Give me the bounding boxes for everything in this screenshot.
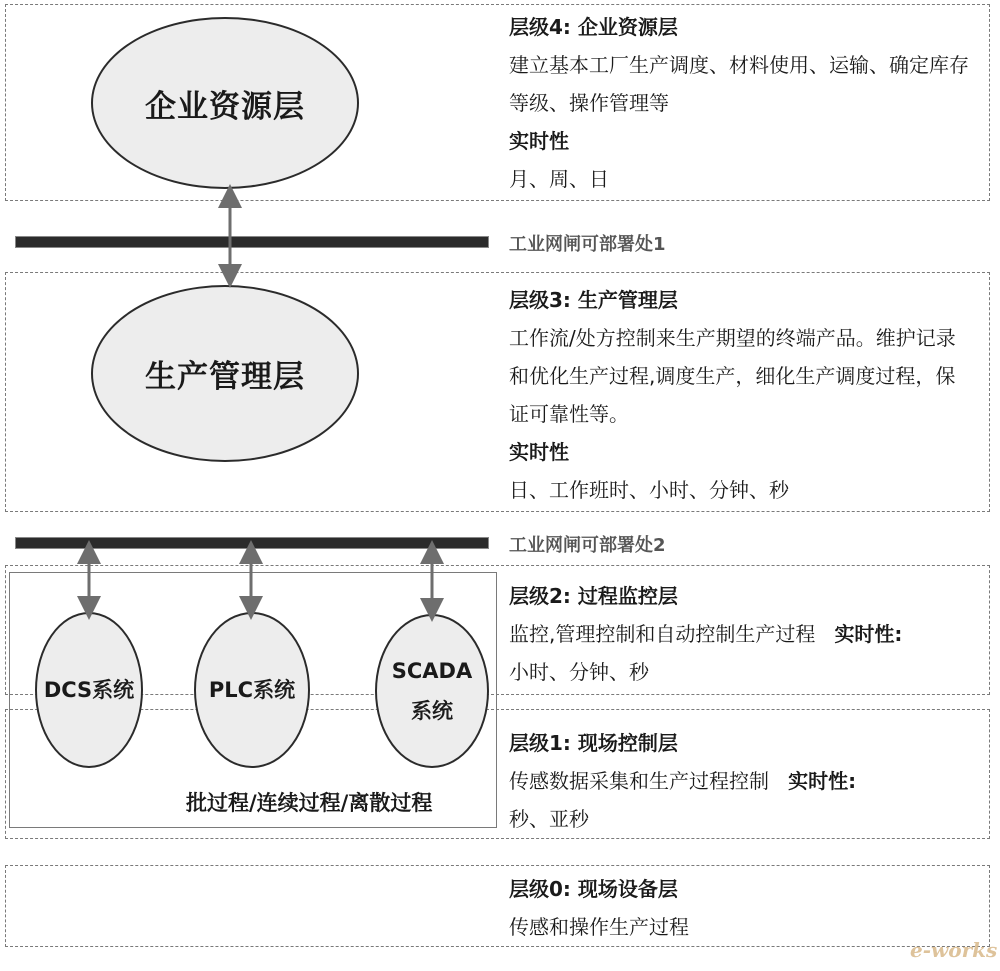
layer2-heading: 层级2: 过程监控层 xyxy=(509,584,678,608)
production-management-ellipse: 生产管理层 xyxy=(91,285,359,462)
layer2-realtime-label: 实时性: xyxy=(834,622,903,646)
layer3-realtime-value: 日、工作班时、小时、分钟、秒 xyxy=(509,478,789,502)
scada-label-line2: 系统 xyxy=(411,699,453,723)
layer2-realtime-value: 小时、分钟、秒 xyxy=(509,660,649,684)
layer3-realtime-label: 实时性 xyxy=(509,440,569,464)
layer4-realtime-value: 月、周、日 xyxy=(509,167,609,191)
gateway-label-2: 工业网闸可部署处2 xyxy=(509,535,666,556)
layer1-realtime-value: 秒、亚秒 xyxy=(509,807,589,831)
process-caption: 批过程/连续过程/离散过程 xyxy=(186,791,433,815)
layer4-text: 建立基本工厂生产调度、材料使用、运输、确定库存等级、操作管理等 xyxy=(509,53,969,115)
eworks-watermark-logo: e-works xyxy=(910,938,998,962)
layer4-heading: 层级4: 企业资源层 xyxy=(509,15,678,39)
plc-system-ellipse: PLC系统 xyxy=(194,612,310,768)
layer3-heading: 层级3: 生产管理层 xyxy=(509,288,678,312)
enterprise-resource-ellipse: 企业资源层 xyxy=(91,17,359,189)
layer0-text: 传感和操作生产过程 xyxy=(509,915,689,939)
layer0-heading: 层级0: 现场设备层 xyxy=(509,877,678,901)
layer3-text: 工作流/处方控制来生产期望的终端产品。维护记录和优化生产过程,调度生产，细化生产调度过程，保证可靠性等。 xyxy=(509,326,956,426)
layer2-text: 监控,管理控制和自动控制生产过程 xyxy=(509,622,816,646)
layer1-text: 传感数据采集和生产过程控制 xyxy=(509,769,769,793)
layer1-heading: 层级1: 现场控制层 xyxy=(509,731,678,755)
dcs-system-ellipse: DCS系统 xyxy=(35,612,143,768)
layer1-realtime-label: 实时性: xyxy=(788,769,857,793)
layer4-realtime-label: 实时性 xyxy=(509,129,569,153)
gateway-label-1: 工业网闸可部署处1 xyxy=(509,234,666,255)
scada-label-line1: SCADA xyxy=(391,659,473,683)
